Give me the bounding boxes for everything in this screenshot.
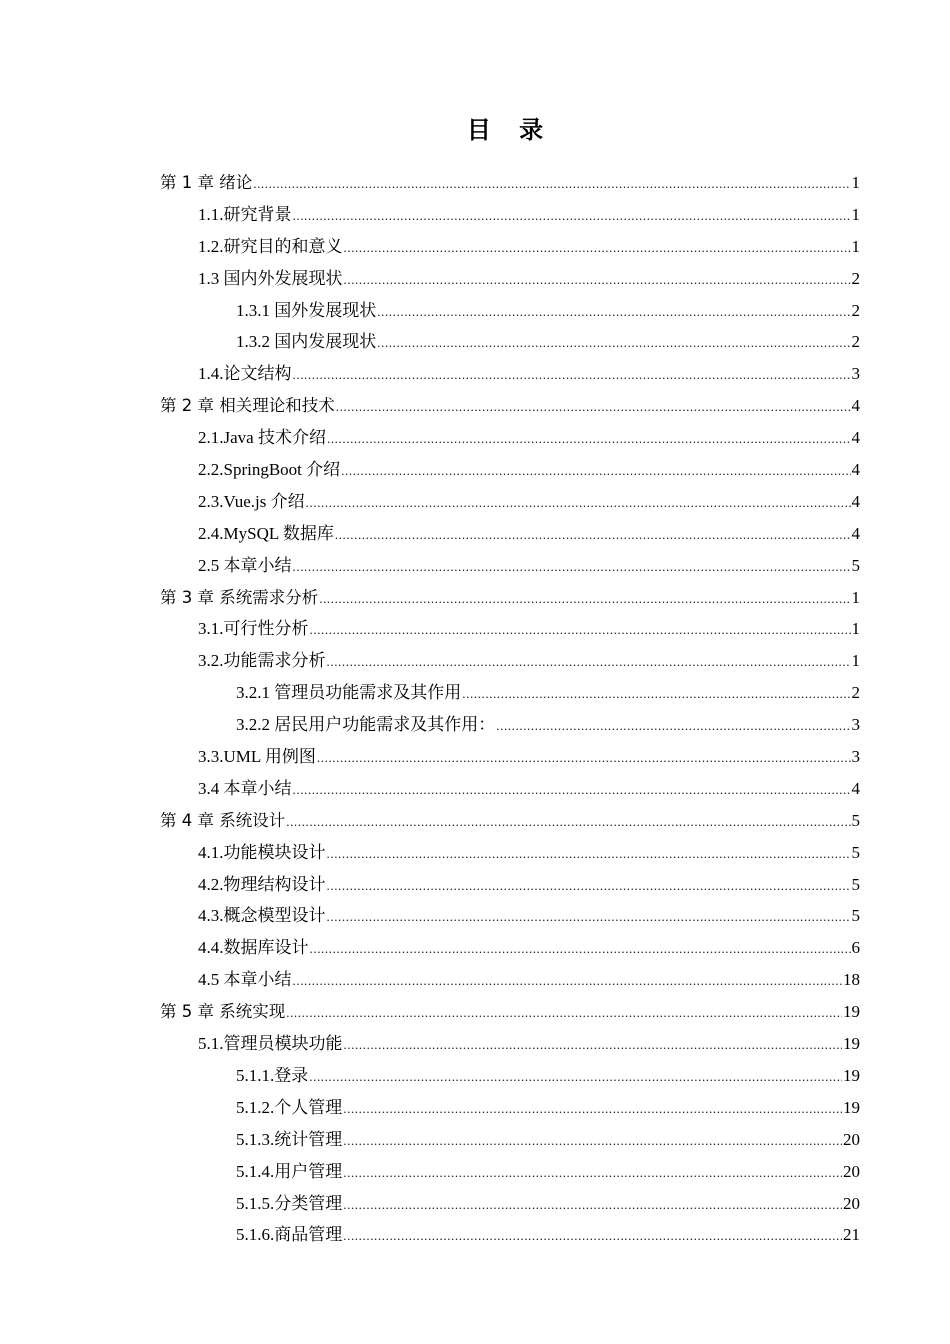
toc-entry[interactable] — [160, 390, 860, 422]
toc-dot-leader — [327, 901, 851, 933]
toc-entry-page-number: 20 — [843, 1129, 860, 1149]
toc-dot-leader — [377, 296, 850, 328]
toc-entry-page-number: 19 — [843, 1097, 860, 1117]
toc-entry[interactable] — [160, 1028, 860, 1060]
toc-entry[interactable] — [160, 1092, 860, 1124]
toc-entry-label: 5.1.2.个人管理 — [236, 1097, 343, 1117]
toc-entry-page-number: 1 — [851, 651, 860, 671]
toc-entry-label: 1.3 国内外发展现状 — [198, 268, 343, 288]
toc-dot-leader — [327, 423, 851, 455]
toc-dot-leader — [327, 646, 851, 678]
toc-dot-leader — [317, 742, 851, 774]
toc-list — [160, 167, 860, 1251]
toc-entry-page-number: 2 — [851, 300, 860, 320]
toc-entry[interactable] — [160, 613, 860, 645]
toc-dot-leader — [327, 870, 851, 902]
toc-entry-label: 2.2.SpringBoot 介绍 — [198, 460, 341, 480]
toc-entry-page-number: 19 — [843, 1065, 860, 1085]
toc-entry[interactable] — [160, 1219, 860, 1251]
toc-entry[interactable] — [160, 167, 860, 199]
toc-entry-page-number: 5 — [851, 810, 860, 830]
toc-entry-page-number: 1 — [851, 173, 860, 192]
toc-dot-leader — [343, 1093, 842, 1125]
toc-dot-leader — [335, 519, 851, 551]
toc-entry-page-number: 3 — [851, 364, 860, 384]
toc-dot-leader — [336, 391, 851, 423]
toc-entry-page-number: 2 — [851, 268, 860, 288]
toc-entry-page-number: 3 — [851, 715, 860, 735]
toc-entry-label: 4.4.数据库设计 — [198, 938, 309, 958]
toc-entry-label: 5.1.6.商品管理 — [236, 1225, 343, 1245]
toc-entry-label: 第 1 章 绪论 — [160, 173, 253, 192]
toc-entry[interactable] — [160, 454, 860, 486]
toc-entry-page-number: 1 — [851, 236, 860, 256]
toc-entry-page-number: 4 — [851, 460, 860, 480]
toc-dot-leader — [344, 232, 851, 264]
toc-entry-label: 1.4.论文结构 — [198, 364, 292, 384]
toc-entry[interactable] — [160, 295, 860, 327]
toc-entry[interactable] — [160, 550, 860, 582]
toc-entry-label: 第 2 章 相关理论和技术 — [160, 396, 335, 416]
toc-entry[interactable] — [160, 1156, 860, 1188]
toc-dot-leader — [343, 1220, 842, 1252]
toc-dot-leader — [377, 327, 850, 359]
toc-entry-label: 3.4 本章小结 — [198, 778, 292, 798]
toc-entry[interactable] — [160, 486, 860, 518]
toc-entry-label: 5.1.3.统计管理 — [236, 1129, 343, 1149]
toc-title: 目 录 — [466, 116, 554, 144]
toc-entry-page-number: 1 — [851, 587, 860, 607]
toc-entry-label: 第 3 章 系统需求分析 — [160, 587, 319, 607]
toc-entry-label: 5.1.5.分类管理 — [236, 1193, 343, 1213]
toc-dot-leader — [293, 200, 851, 232]
toc-entry[interactable] — [160, 996, 860, 1028]
toc-entry-label: 3.1.可行性分析 — [198, 619, 309, 639]
toc-entry[interactable] — [160, 1124, 860, 1156]
toc-dot-leader — [344, 1029, 843, 1061]
toc-entry[interactable] — [160, 1188, 860, 1220]
toc-entry-page-number: 3 — [851, 747, 860, 767]
toc-entry-label: 3.3.UML 用例图 — [198, 747, 316, 767]
toc-dot-leader — [496, 710, 850, 742]
toc-entry[interactable] — [160, 199, 860, 231]
toc-entry-page-number: 5 — [851, 906, 860, 926]
toc-entry-label: 第 4 章 系统设计 — [160, 810, 286, 830]
toc-entry-page-number: 4 — [851, 778, 860, 798]
toc-entry[interactable] — [160, 677, 860, 709]
toc-entry-label: 2.4.MySQL 数据库 — [198, 523, 334, 543]
toc-entry-page-number: 6 — [851, 938, 860, 958]
toc-entry-page-number: 5 — [851, 555, 860, 575]
toc-dot-leader — [310, 614, 851, 646]
toc-entry-label: 1.1.研究背景 — [198, 204, 292, 224]
toc-entry-page-number: 2 — [851, 683, 860, 703]
toc-entry-page-number: 4 — [851, 396, 860, 416]
toc-dot-leader — [293, 359, 851, 391]
toc-entry-label: 5.1.管理员模块功能 — [198, 1034, 343, 1054]
toc-entry-page-number: 21 — [843, 1225, 860, 1245]
toc-entry[interactable] — [160, 709, 860, 741]
toc-entry-page-number: 1 — [851, 619, 860, 639]
toc-entry[interactable] — [160, 805, 860, 837]
toc-entry-label: 4.5 本章小结 — [198, 970, 292, 990]
toc-entry-label: 5.1.4.用户管理 — [236, 1161, 343, 1181]
toc-entry-label: 4.2.物理结构设计 — [198, 874, 326, 894]
toc-dot-leader — [462, 678, 850, 710]
toc-entry-label: 5.1.1.登录 — [236, 1065, 309, 1085]
toc-dot-leader — [343, 1189, 842, 1221]
toc-entry[interactable] — [160, 518, 860, 550]
toc-dot-leader — [343, 1125, 842, 1157]
toc-dot-leader — [253, 168, 850, 200]
toc-entry[interactable] — [160, 263, 860, 295]
toc-entry[interactable] — [160, 741, 860, 773]
toc-entry[interactable] — [160, 869, 860, 901]
toc-entry[interactable] — [160, 773, 860, 805]
toc-dot-leader — [310, 933, 851, 965]
toc-entry-page-number: 19 — [843, 1034, 860, 1054]
toc-dot-leader — [343, 1157, 842, 1189]
toc-entry[interactable] — [160, 645, 860, 677]
toc-entry-label: 1.3.2 国内发展现状 — [236, 332, 377, 352]
toc-entry-label: 1.3.1 国外发展现状 — [236, 300, 377, 320]
toc-dot-leader — [293, 965, 843, 997]
toc-entry[interactable] — [160, 964, 860, 996]
toc-entry-label: 2.3.Vue.js 介绍 — [198, 491, 305, 511]
toc-entry-page-number: 19 — [843, 1002, 860, 1022]
toc-entry-page-number: 4 — [851, 523, 860, 543]
toc-entry-page-number: 4 — [851, 491, 860, 511]
toc-entry-label: 3.2.功能需求分析 — [198, 651, 326, 671]
toc-entry-page-number: 1 — [851, 204, 860, 224]
toc-entry-page-number: 5 — [851, 874, 860, 894]
toc-entry-label: 第 5 章 系统实现 — [160, 1002, 286, 1022]
toc-entry-label: 2.1.Java 技术介绍 — [198, 428, 326, 448]
toc-entry-page-number: 5 — [851, 842, 860, 862]
toc-dot-leader — [319, 583, 850, 615]
toc-entry-page-number: 4 — [851, 428, 860, 448]
toc-entry[interactable] — [160, 932, 860, 964]
toc-dot-leader — [309, 1061, 842, 1093]
toc-dot-leader — [293, 774, 851, 806]
toc-entry-label: 3.2.2 居民用户功能需求及其作用： — [236, 715, 496, 735]
toc-dot-leader — [341, 455, 850, 487]
toc-dot-leader — [327, 838, 851, 870]
toc-entry[interactable] — [160, 582, 860, 614]
toc-entry-label: 1.2.研究目的和意义 — [198, 236, 343, 256]
toc-entry-label: 4.3.概念模型设计 — [198, 906, 326, 926]
toc-entry-page-number: 18 — [843, 970, 860, 990]
toc-dot-leader — [344, 264, 851, 296]
toc-entry-label: 2.5 本章小结 — [198, 555, 292, 575]
toc-dot-leader — [286, 806, 850, 838]
toc-entry[interactable] — [160, 837, 860, 869]
toc-dot-leader — [306, 487, 851, 519]
toc-dot-leader — [286, 997, 842, 1029]
toc-entry[interactable] — [160, 900, 860, 932]
toc-entry[interactable] — [160, 1060, 860, 1092]
toc-entry[interactable] — [160, 231, 860, 263]
toc-entry-page-number: 20 — [843, 1161, 860, 1181]
toc-entry-page-number: 20 — [843, 1193, 860, 1213]
toc-entry-label: 3.2.1 管理员功能需求及其作用 — [236, 683, 462, 703]
toc-dot-leader — [293, 551, 851, 583]
toc-entry[interactable] — [160, 326, 860, 358]
toc-entry-page-number: 2 — [851, 332, 860, 352]
toc-entry[interactable] — [160, 358, 860, 390]
toc-entry-label: 4.1.功能模块设计 — [198, 842, 326, 862]
toc-entry[interactable] — [160, 422, 860, 454]
